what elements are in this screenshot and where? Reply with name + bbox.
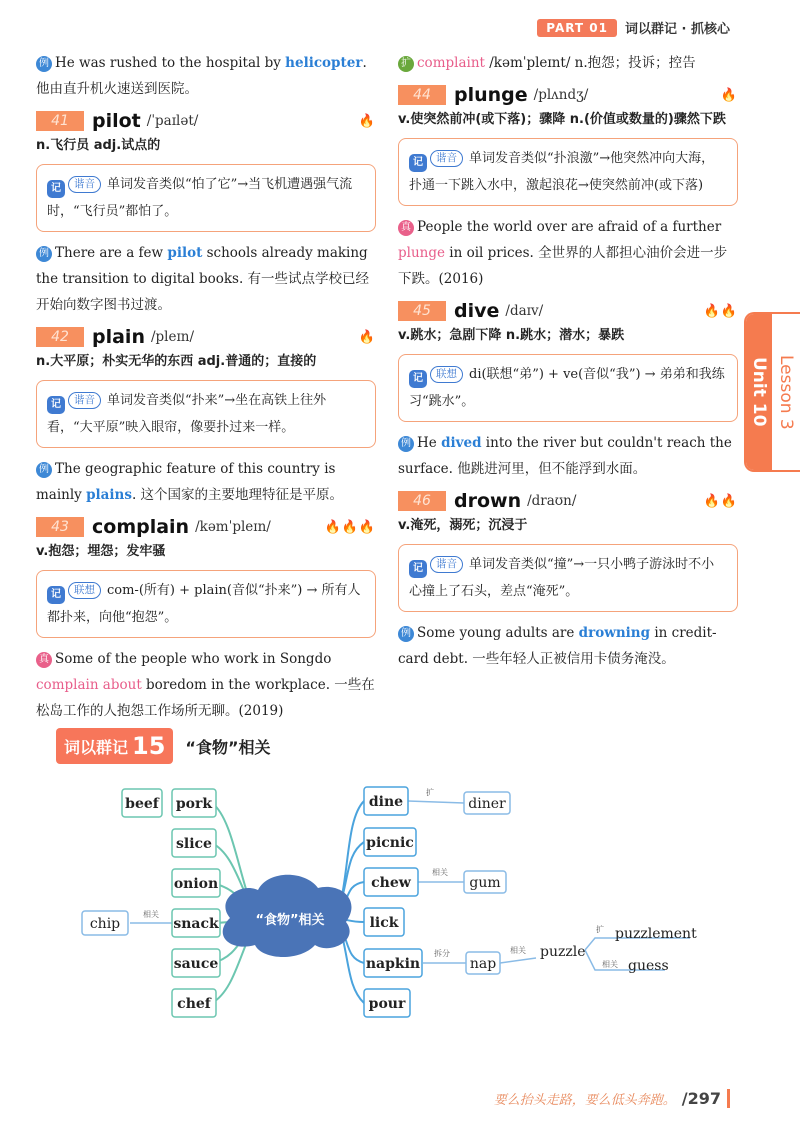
example-sentence: 例 There are a few pilot schools already making the transition to digital books. 有一些试点学校已经开始向数字图书过渡。 bbox=[36, 245, 370, 313]
example-marker-icon: 例 bbox=[398, 626, 414, 642]
exam-marker-icon: 真 bbox=[398, 220, 414, 236]
word-puzzle: puzzle bbox=[540, 944, 586, 960]
word-entry-plunge bbox=[398, 82, 738, 108]
word-napkin: napkin bbox=[365, 956, 421, 972]
headword: plunge bbox=[454, 84, 528, 106]
memo-tag: 联想 bbox=[430, 366, 463, 383]
word-number: 44 bbox=[398, 85, 446, 105]
memory-tip: 记 谐音 单词发音类似“扑浪激”→他突然冲向大海，扑通一下跳入水中，激起浪花→使突然前冲(或下落) bbox=[398, 138, 738, 206]
word-entry-plain bbox=[36, 324, 376, 350]
phonetic: /daɪv/ bbox=[505, 303, 544, 319]
definition: v.跳水；急剧下降 n.跳水；潜水；暴跌 bbox=[398, 328, 625, 343]
word-number: 43 bbox=[36, 517, 84, 537]
exam-sentence: 真 People the world over are afraid of a further plunge in oil prices. 全世界的人都担心油价会进一步下跌。(2016) bbox=[398, 219, 728, 287]
phonetic: /plʌndʒ/ bbox=[533, 87, 589, 103]
group-title: “食物”相关 bbox=[185, 737, 271, 757]
relation-label: 相关 bbox=[510, 946, 526, 955]
lesson-label: Lesson 3 bbox=[776, 354, 796, 430]
example-sentence: 例 He dived into the river but couldn't reach the surface. 他跳进河里，但不能浮到水面。 bbox=[398, 435, 732, 477]
word-dine: dine bbox=[368, 794, 404, 810]
exam-marker-icon: 真 bbox=[36, 652, 52, 668]
phonetic: /pleɪn/ bbox=[150, 329, 195, 345]
memo-tag: 谐音 bbox=[430, 556, 463, 573]
relation-label: 扩 bbox=[596, 925, 604, 934]
memory-tip: 记 谐音 单词发音类似“扑来”→坐在高铁上往外看，“大平原”映入眼帘，像要扑过来一样。 bbox=[36, 380, 376, 448]
word-entry-dive bbox=[398, 298, 738, 324]
phonetic: /ˈpaɪlət/ bbox=[146, 113, 199, 129]
memory-tip: 记 联想 di(联想“弟”) + ve(音似“我”) → 弟弟和我练习“跳水”。 bbox=[398, 354, 738, 422]
memo-tag: 谐音 bbox=[430, 150, 463, 167]
relation-label: 相关 bbox=[432, 868, 448, 877]
relation-label: 扩 bbox=[426, 788, 434, 797]
word-entry-complain bbox=[36, 514, 376, 540]
left-word-nodes bbox=[82, 789, 220, 1017]
headword: complain bbox=[92, 516, 190, 538]
word-diner: diner bbox=[468, 796, 506, 812]
word-slice: slice bbox=[176, 836, 212, 852]
word-number: 45 bbox=[398, 301, 446, 321]
word-group-heading bbox=[56, 728, 270, 764]
example-marker-icon: 例 bbox=[36, 462, 52, 478]
word-lick: lick bbox=[369, 915, 399, 931]
relation-label: 拆分 bbox=[434, 949, 450, 958]
food-mind-map bbox=[0, 770, 800, 1050]
frequency-flame-icon: 🔥 bbox=[358, 329, 376, 345]
right-column bbox=[398, 50, 738, 678]
center-label: “食物”相关 bbox=[255, 913, 325, 928]
exam-sentence: 真 Some of the people who work in Songdo complain about boredom in the workplace. 一些在松岛工作的人抱怨工作场所无聊。(2019) bbox=[36, 651, 375, 719]
example-marker-icon: 例 bbox=[36, 246, 52, 262]
definition: n.飞行员 adj.试点的 bbox=[36, 138, 161, 153]
memo-icon: 记 bbox=[47, 586, 65, 604]
frequency-flame-icon: 🔥🔥🔥 bbox=[324, 519, 376, 535]
relation-label: 相关 bbox=[143, 910, 159, 919]
memo-icon: 记 bbox=[409, 154, 427, 172]
phonetic: /draʊn/ bbox=[527, 493, 577, 509]
word-chef: chef bbox=[177, 996, 211, 1012]
word-number: 42 bbox=[36, 327, 84, 347]
memory-tip: 记 谐音 单词发音类似“撞”→一只小鸭子游泳时不小心撞上了石头，差点“淹死”。 bbox=[398, 544, 738, 612]
header-title: 词以群记 · 抓核心 bbox=[625, 22, 730, 37]
memo-icon: 记 bbox=[47, 396, 65, 414]
word-picnic: picnic bbox=[366, 835, 414, 851]
relation-label: 相关 bbox=[602, 960, 618, 969]
word-number: 46 bbox=[398, 491, 446, 511]
word-onion: onion bbox=[173, 876, 219, 892]
example-marker-icon: 例 bbox=[398, 436, 414, 452]
page-header bbox=[537, 18, 730, 37]
extension-entry: 扩 complaint /kəmˈpleɪnt/ n.抱怨；投诉；控告 bbox=[398, 50, 738, 76]
word-pork: pork bbox=[175, 796, 213, 812]
word-gum: gum bbox=[469, 875, 501, 891]
word-puzzlement: puzzlement bbox=[615, 926, 697, 942]
page-number: /297 bbox=[682, 1089, 730, 1108]
word-snack: snack bbox=[173, 916, 219, 932]
extension-marker-icon: 扩 bbox=[398, 56, 414, 72]
headword: pilot bbox=[92, 110, 141, 132]
headword: plain bbox=[92, 326, 145, 348]
example-sentence: 例 The geographic feature of this country is mainly plains. 这个国家的主要地理特征是平原。 bbox=[36, 461, 344, 503]
definition: v.使突然前冲(或下落)；骤降 n.(价值或数量的)骤然下跌 bbox=[398, 112, 726, 127]
part-badge: PART 01 bbox=[537, 19, 617, 37]
group-badge: 词以群记 15 bbox=[56, 728, 173, 764]
definition: n.大平原；朴实无华的东西 adj.普通的；直接的 bbox=[36, 354, 317, 369]
definition: v.抱怨；埋怨；发牢骚 bbox=[36, 544, 166, 559]
word-chew: chew bbox=[371, 875, 411, 891]
memo-icon: 记 bbox=[409, 560, 427, 578]
phonetic: /kəmˈpleɪn/ bbox=[195, 519, 271, 535]
memo-tag: 谐音 bbox=[68, 176, 101, 193]
example-sentence: 例 He was rushed to the hospital by helicopter. 他由直升机火速送到医院。 bbox=[36, 55, 367, 97]
memory-tip: 记 联想 com-(所有) + plain(音似“扑来”) → 所有人都扑来，向他“抱怨”。 bbox=[36, 570, 376, 638]
frequency-flame-icon: 🔥🔥 bbox=[703, 493, 738, 509]
frequency-flame-icon: 🔥 bbox=[720, 87, 738, 103]
memory-tip: 记 谐音 单词发音类似“怕了它”→当飞机遭遇强气流时，“飞行员”都怕了。 bbox=[36, 164, 376, 232]
frequency-flame-icon: 🔥🔥 bbox=[703, 303, 738, 319]
unit-side-tab bbox=[744, 312, 800, 472]
memo-icon: 记 bbox=[409, 370, 427, 388]
word-entry-drown bbox=[398, 488, 738, 514]
example-sentence: 例 Some young adults are drowning in credit-card debt. 一些年轻人正被信用卡债务淹没。 bbox=[398, 625, 717, 667]
memo-tag: 谐音 bbox=[68, 392, 101, 409]
headword: dive bbox=[454, 300, 500, 322]
footer-motto: 要么抬头走路，要么低头奔跑。 bbox=[493, 1093, 676, 1108]
word-pour: pour bbox=[368, 996, 406, 1012]
word-nap: nap bbox=[469, 956, 497, 972]
memo-icon: 记 bbox=[47, 180, 65, 198]
word-entry-pilot bbox=[36, 108, 376, 134]
right-word-nodes bbox=[364, 787, 697, 1017]
left-column bbox=[36, 50, 376, 730]
unit-label: Unit 10 bbox=[746, 314, 772, 470]
headword: drown bbox=[454, 490, 522, 512]
page-footer bbox=[494, 1089, 730, 1108]
definition: v.淹死，溺死；沉浸于 bbox=[398, 518, 528, 533]
example-marker-icon: 例 bbox=[36, 56, 52, 72]
memo-tag: 联想 bbox=[68, 582, 101, 599]
frequency-flame-icon: 🔥 bbox=[358, 113, 376, 129]
word-chip: chip bbox=[89, 916, 121, 932]
word-guess: guess bbox=[628, 958, 669, 974]
word-sauce: sauce bbox=[173, 956, 219, 972]
word-number: 41 bbox=[36, 111, 84, 131]
word-beef: beef bbox=[125, 796, 159, 812]
